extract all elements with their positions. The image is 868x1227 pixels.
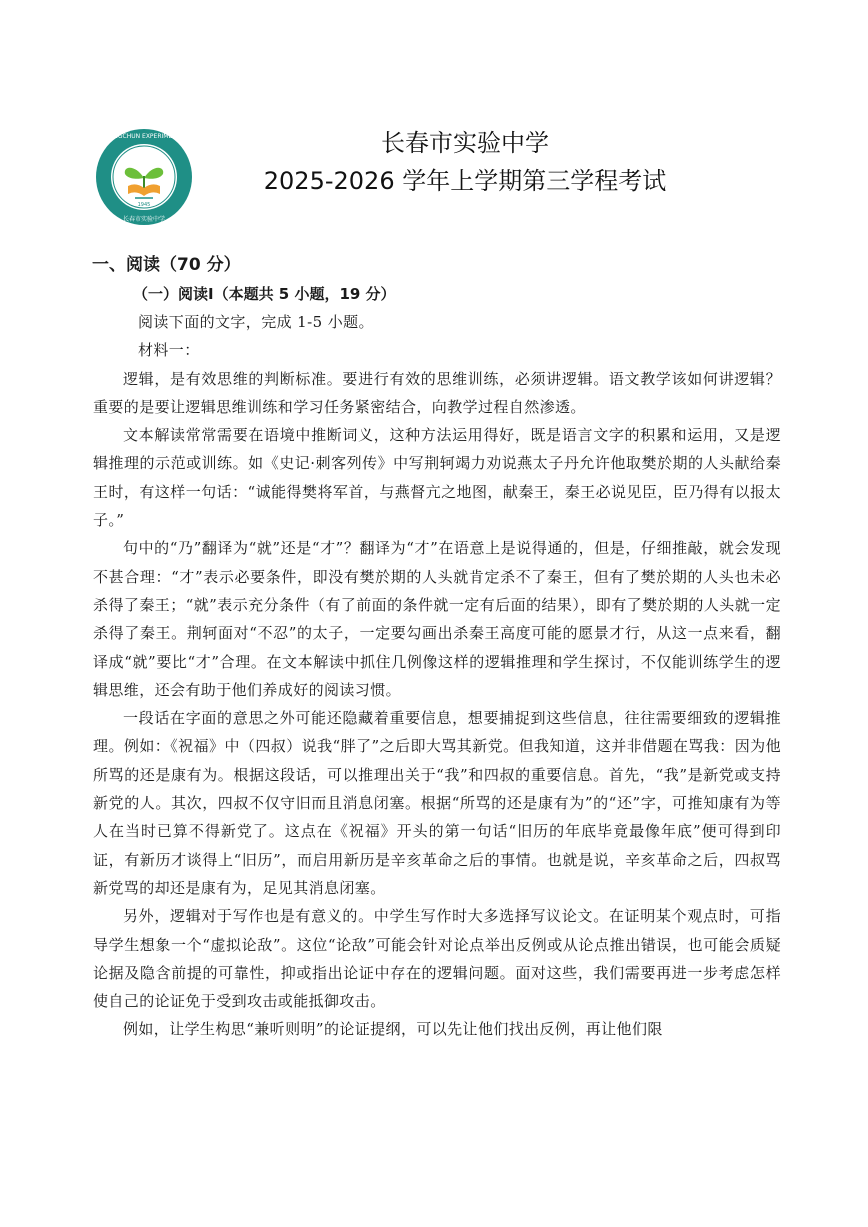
svg-text:长春市实验中学: 长春市实验中学	[122, 216, 166, 223]
paragraph: 一段话在字面的意思之外可能还隐藏着重要信息，想要捕捉到这些信息，往往需要细致的逻辑推理。例如：《祝福》中（四叔）说我“胖了”之后即大骂其新党。但我知道，这并非借题在骂我：因为他所骂的还是康有为。根据这段话，可以推理出关于“我”和四叔的重要信息。首先，“我”是新党或支持新党的人。其次，四叔不仅守旧而且消息闭塞。根据“所骂的还是康有为”的“还”字，可推知康有为等人在当时已算不得新党了。这点在《祝福》开头的第一句话“旧历的年底毕竟最像年底”便可得到印证，有新历才谈得上“旧历”，而启用新历是辛亥革命之后的事情。也就是说，辛亥革命之后，四叔骂新党骂的却还是康有为，足见其消息闭塞。	[93, 709, 781, 897]
paragraph: 例如，让学生构思“兼听则明”的论证提纲，可以先让他们找出反例，再让他们限	[123, 1020, 663, 1039]
passage-body	[93, 308, 781, 1044]
school-logo	[95, 128, 193, 226]
paragraph: 句中的“乃”翻译为“就”还是“才”？翻译为“才”在语意上是说得通的，但是，仔细推敲，就会发现不甚合理：“才”表示必要条件，即没有樊於期的人头就肯定杀不了秦王，但有了樊於期的人头也未必杀得了秦王；“就”表示充分条件（有了前面的条件就一定有后面的结果），即有了樊於期的人头就一定杀得了秦王。荆轲面对“不忍”的太子，一定要勾画出杀秦王高度可能的愿景才行，从这一点来看，翻译成“就”要比“才”合理。在文本解读中抓住几例像这样的逻辑推理和学生探讨，不仅能训练学生的逻辑思维，还会有助于他们养成好的阅读习惯。	[93, 539, 781, 699]
paragraph: 文本解读常常需要在语境中推断词义，这种方法运用得好，既是语言文字的积累和运用，又是逻辑推理的示范或训练。如《史记·刺客列传》中写荆轲竭力劝说燕太子丹允许他取樊於期的人头献给秦王时，有这样一句话：“诚能得樊将军首，与燕督亢之地图，献秦王，秦王必说见臣，臣乃得有以报太子。”	[93, 426, 781, 530]
material-label: 材料一：	[138, 341, 200, 360]
paragraph: 逻辑，是有效思维的判断标准。要进行有效的思维训练，必须讲逻辑。语文教学该如何讲逻辑？重要的是要让逻辑思维训练和学习任务紧密结合，向教学过程自然渗透。	[93, 369, 781, 416]
subsection-heading: （一）阅读Ⅰ（本题共 5 小题，19 分）	[133, 285, 396, 303]
school-emblem-icon	[95, 128, 193, 226]
paragraph: 另外，逻辑对于写作也是有意义的。中学生写作时大多选择写议论文。在证明某个观点时，可指导学生想象一个“虚拟论敌”。这位“论敌”可能会针对论点举出反例或从论点推出错误，也可能会质疑论据及隐含前提的可靠性，抑或指出论证中存在的逻辑问题。面对这些，我们需要再进一步考虑怎样使自己的论证免于受到攻击或能抵御攻击。	[93, 907, 781, 1011]
exam-title: 2025-2026 学年上学期第三学程考试	[263, 167, 667, 195]
section-heading: 一、阅读（70 分）	[92, 255, 241, 275]
school-name: 长春市实验中学	[381, 129, 549, 157]
svg-text:CHANGCHUN EXPERIMENTAL: CHANGCHUN EXPERIMENTAL	[100, 133, 188, 140]
exam-title-block	[250, 125, 680, 199]
instruction-text: 阅读下面的文字，完成 1-5 小题。	[138, 313, 374, 331]
svg-text:1945: 1945	[137, 202, 151, 208]
